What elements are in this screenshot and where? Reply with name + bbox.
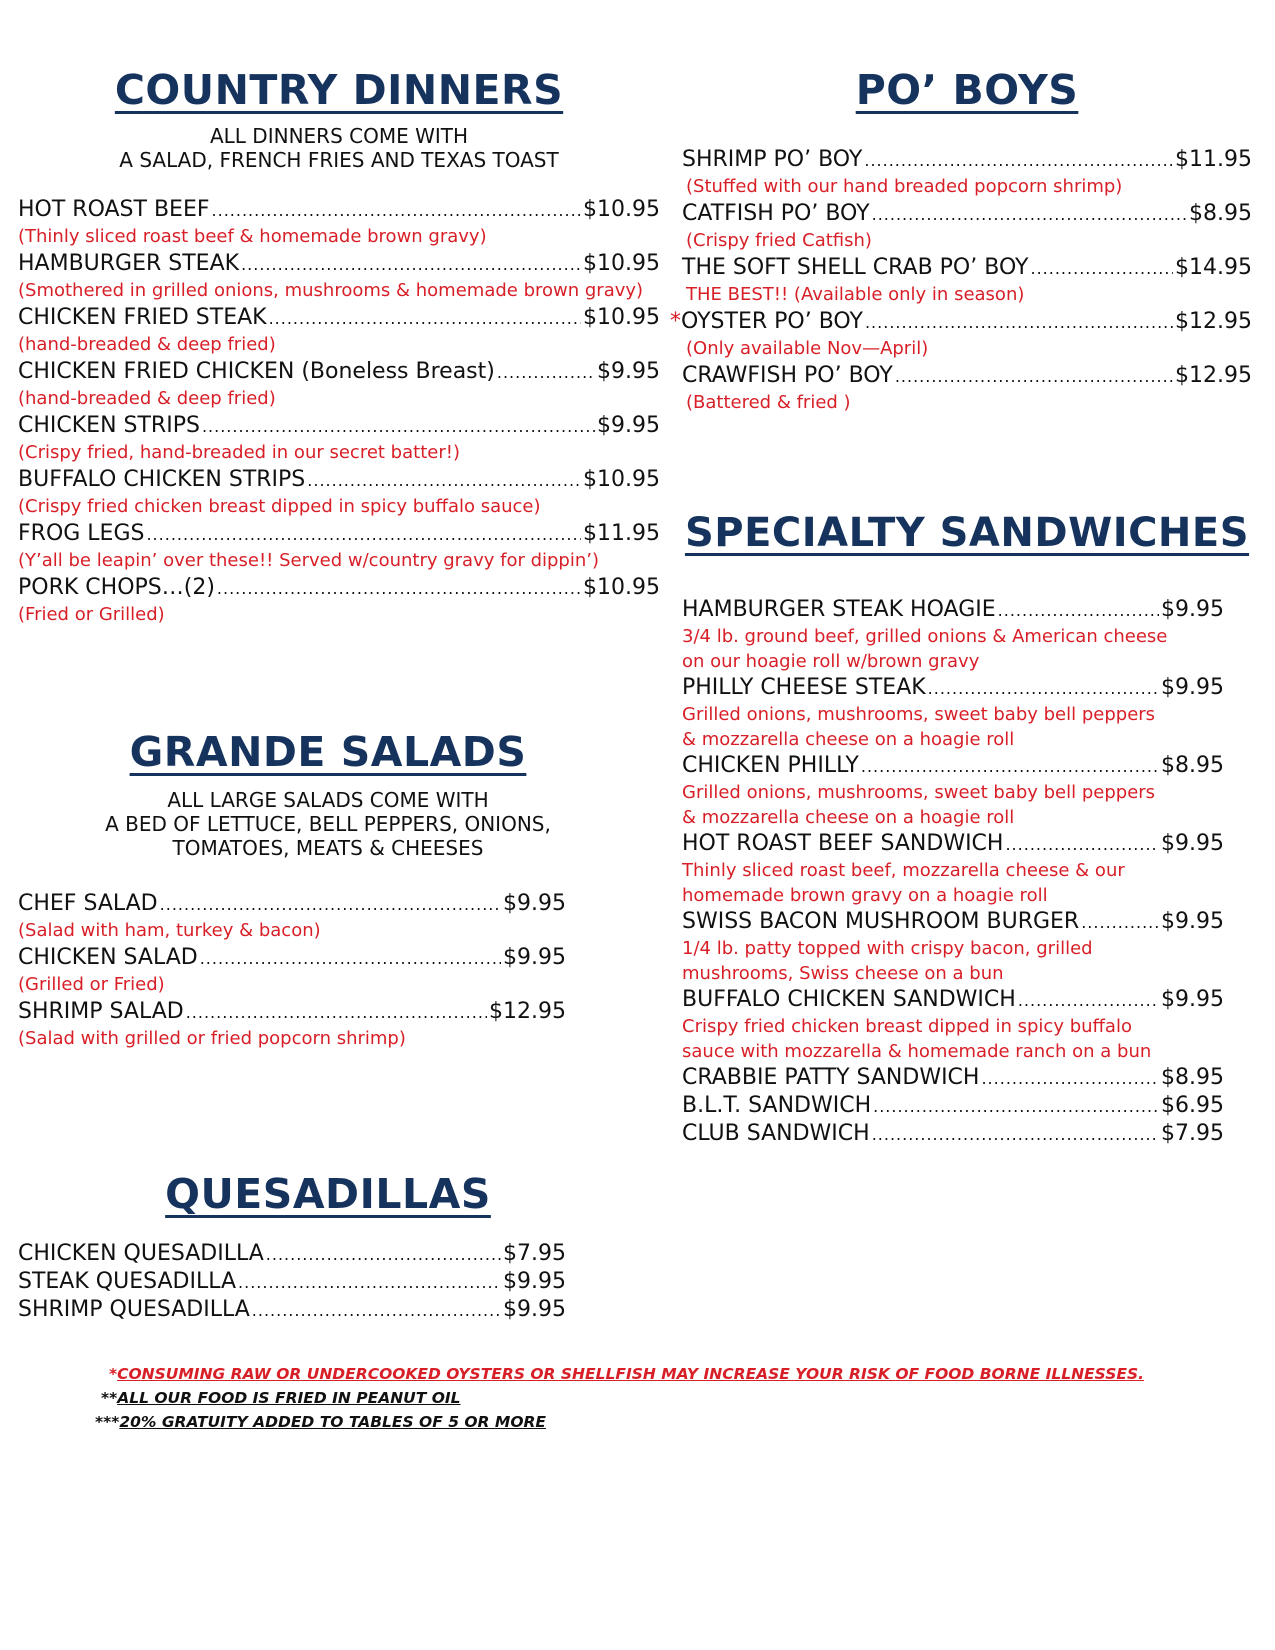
item-name: CLUB SANDWICH	[682, 1121, 870, 1146]
footer-notes	[95, 1362, 1145, 1434]
leader-dots	[212, 196, 582, 224]
quesadillas-title: QUESADILLAS	[165, 1170, 491, 1218]
menu-item	[682, 1064, 1224, 1092]
left-column	[18, 60, 660, 1324]
item-description: & mozzarella cheese on a hoagie roll	[682, 807, 1015, 828]
leader-dots	[186, 998, 487, 1026]
item-price: $10.95	[583, 305, 660, 330]
item-description: 1/4 lb. patty topped with crispy bacon, grilled	[682, 938, 1093, 959]
footer-note-prefix: *	[109, 1365, 118, 1383]
leader-dots	[1081, 908, 1159, 936]
item-description: 3/4 lb. ground beef, grilled onions & American cheese	[682, 626, 1168, 647]
footer-note-text: 20% GRATUITY ADDED TO TABLES OF 5 OR MORE	[119, 1413, 547, 1431]
menu-item	[18, 574, 660, 628]
footer-note-text: ALL OUR FOOD IS FRIED IN PEANUT OIL	[117, 1389, 461, 1407]
leader-dots	[873, 1092, 1159, 1120]
grande-salads-note-1: ALL LARGE SALADS COME WITH	[167, 788, 489, 812]
grande-salads-note-3: TOMATOES, MEATS & CHEESES	[172, 836, 484, 860]
leader-dots	[998, 596, 1159, 624]
item-description: (Battered & fried )	[686, 392, 851, 413]
menu-item	[682, 986, 1224, 1064]
menu-item	[18, 358, 660, 412]
item-name: BUFFALO CHICKEN SANDWICH	[682, 987, 1016, 1012]
leader-dots	[252, 1296, 501, 1324]
leader-dots	[241, 250, 581, 278]
item-name: CRAWFISH PO’ BOY	[682, 363, 893, 388]
leader-dots	[146, 520, 581, 548]
footer-note-text: CONSUMING RAW OR UNDERCOOKED OYSTERS OR SHELLFISH MAY INCREASE YOUR RISK OF FOOD BORNE ILLNESSES.	[117, 1365, 1145, 1383]
menu-item	[18, 250, 660, 304]
leader-dots	[872, 200, 1187, 228]
menu-item	[18, 304, 660, 358]
grande-salads-title: GRANDE SALADS	[129, 728, 527, 776]
item-name: HAMBURGER STEAK HOAGIE	[682, 597, 996, 622]
specialty-sandwiches-list	[682, 596, 1224, 1148]
po-boys-list	[670, 146, 1252, 416]
item-price: $11.95	[1175, 147, 1252, 172]
menu-item	[18, 196, 660, 250]
item-name: STEAK QUESADILLA	[18, 1269, 237, 1294]
menu-item	[682, 830, 1224, 908]
item-description: (Salad with ham, turkey & bacon)	[18, 920, 321, 941]
item-name: PORK CHOPS…(2)	[18, 575, 215, 600]
leader-dots	[266, 1240, 501, 1268]
item-price: $14.95	[1175, 255, 1252, 280]
item-price: $9.95	[503, 945, 566, 970]
item-price: $9.95	[1161, 909, 1224, 934]
menu-item	[18, 412, 660, 466]
menu-item	[18, 466, 660, 520]
asterisk-marker: *	[670, 309, 681, 334]
item-price: $10.95	[583, 251, 660, 276]
item-name: SHRIMP SALAD	[18, 999, 184, 1024]
leader-dots	[872, 1120, 1159, 1148]
menu-item	[18, 1268, 566, 1296]
leader-dots	[1031, 254, 1174, 282]
grande-salads-list	[18, 890, 566, 1052]
item-price: $10.95	[583, 575, 660, 600]
leader-dots	[160, 890, 501, 918]
po-boys-title: PO’ BOYS	[855, 66, 1079, 114]
leader-dots	[238, 1268, 501, 1296]
item-price: $9.95	[1161, 675, 1224, 700]
right-column	[670, 60, 1252, 1148]
footer-note-prefix: **	[101, 1389, 118, 1407]
menu-item	[682, 362, 1252, 416]
quesadillas-list	[18, 1240, 566, 1324]
item-description: homemade brown gravy on a hoagie roll	[682, 885, 1048, 906]
item-price: $9.95	[503, 891, 566, 916]
item-description: (Only available Nov—April)	[686, 338, 929, 359]
item-price: $11.95	[583, 521, 660, 546]
leader-dots	[200, 944, 501, 972]
item-name: CHICKEN QUESADILLA	[18, 1241, 264, 1266]
item-price: $8.95	[1161, 1065, 1224, 1090]
footer-note-gratuity	[95, 1410, 1095, 1434]
leader-dots	[217, 574, 581, 602]
item-description: mushrooms, Swiss cheese on a bun	[682, 963, 1004, 984]
grande-salads-note-2: A BED OF LETTUCE, BELL PEPPERS, ONIONS,	[105, 812, 551, 836]
item-description: (hand-breaded & deep fried)	[18, 388, 276, 409]
menu-item	[18, 520, 660, 574]
item-price: $10.95	[583, 197, 660, 222]
item-description: (Thinly sliced roast beef & homemade brown gravy)	[18, 226, 487, 247]
item-name: SHRIMP PO’ BOY	[682, 147, 863, 172]
item-price: $9.95	[1161, 987, 1224, 1012]
item-description: (Fried or Grilled)	[18, 604, 165, 625]
leader-dots	[861, 752, 1159, 780]
menu-item	[682, 1120, 1224, 1148]
item-description: THE BEST!! (Available only in season)	[686, 284, 1025, 305]
item-name: BUFFALO CHICKEN STRIPS	[18, 467, 306, 492]
item-price: $12.95	[1175, 309, 1252, 334]
item-name: FROG LEGS	[18, 521, 145, 546]
item-price: $10.95	[583, 467, 660, 492]
country-dinners-list	[18, 196, 660, 628]
item-name: CHICKEN STRIPS	[18, 413, 200, 438]
item-price: $9.95	[503, 1297, 566, 1322]
item-description: (Stuffed with our hand breaded popcorn shrimp)	[686, 176, 1123, 197]
item-price: $9.95	[597, 413, 660, 438]
item-description: Grilled onions, mushrooms, sweet baby bell peppers	[682, 782, 1156, 803]
item-description: Thinly sliced roast beef, mozzarella cheese & our	[682, 860, 1125, 881]
item-name: HAMBURGER STEAK	[18, 251, 240, 276]
menu-item	[18, 998, 566, 1052]
item-description: (Smothered in grilled onions, mushrooms & homemade brown gravy)	[18, 280, 644, 301]
item-description: (Y’all be leapin’ over these!! Served w/country gravy for dippin’)	[18, 550, 600, 571]
item-name: HOT ROAST BEEF	[18, 197, 210, 222]
country-dinners-title: COUNTRY DINNERS	[114, 66, 564, 114]
item-name: SWISS BACON MUSHROOM BURGER	[682, 909, 1080, 934]
item-name: HOT ROAST BEEF SANDWICH	[682, 831, 1004, 856]
menu-item	[18, 1296, 566, 1324]
item-description: (Crispy fried, hand-breaded in our secret batter!)	[18, 442, 460, 463]
footer-note-peanut-oil	[101, 1386, 1095, 1410]
item-description: sauce with mozzarella & homemade ranch on a bun	[682, 1041, 1152, 1062]
leader-dots	[928, 674, 1159, 702]
item-name: PHILLY CHEESE STEAK	[682, 675, 926, 700]
menu-item	[682, 200, 1252, 254]
item-price: $9.95	[1161, 831, 1224, 856]
item-price: $12.95	[489, 999, 566, 1024]
item-description: (Crispy fried chicken breast dipped in spicy buffalo sauce)	[18, 496, 541, 517]
menu-item	[682, 146, 1252, 200]
item-price: $7.95	[1161, 1121, 1224, 1146]
leader-dots	[981, 1064, 1159, 1092]
leader-dots	[202, 412, 595, 440]
item-name: CHICKEN FRIED STEAK	[18, 305, 267, 330]
item-description: Grilled onions, mushrooms, sweet baby bell peppers	[682, 704, 1156, 725]
footer-note-prefix: ***	[95, 1413, 120, 1431]
leader-dots	[1005, 830, 1159, 858]
leader-dots	[269, 304, 581, 332]
specialty-sandwiches-title: SPECIALTY SANDWICHES	[684, 510, 1250, 556]
item-name: CHICKEN SALAD	[18, 945, 198, 970]
item-name: CATFISH PO’ BOY	[682, 201, 870, 226]
country-dinners-note-2: A SALAD, FRENCH FRIES AND TEXAS TOAST	[119, 148, 559, 172]
leader-dots	[307, 466, 581, 494]
item-description: (Salad with grilled or fried popcorn shrimp)	[18, 1028, 406, 1049]
menu-item	[670, 308, 1252, 362]
menu-item	[682, 254, 1252, 308]
item-name: CHICKEN FRIED CHICKEN (Boneless Breast)	[18, 359, 495, 384]
menu-item	[18, 890, 566, 944]
item-description: (hand-breaded & deep fried)	[18, 334, 276, 355]
menu-item	[682, 596, 1224, 674]
country-dinners-note-1: ALL DINNERS COME WITH	[209, 124, 469, 148]
item-description: on our hoagie roll w/brown gravy	[682, 651, 980, 672]
item-name: THE SOFT SHELL CRAB PO’ BOY	[682, 255, 1029, 280]
leader-dots	[865, 308, 1173, 336]
item-name: B.L.T. SANDWICH	[682, 1093, 872, 1118]
item-name: SHRIMP QUESADILLA	[18, 1297, 250, 1322]
menu-item	[18, 944, 566, 998]
menu-item	[682, 752, 1224, 830]
item-price: $6.95	[1161, 1093, 1224, 1118]
item-price: $12.95	[1175, 363, 1252, 388]
leader-dots	[497, 358, 595, 386]
item-description: (Crispy fried Catfish)	[686, 230, 872, 251]
item-price: $7.95	[503, 1241, 566, 1266]
item-price: $8.95	[1161, 753, 1224, 778]
leader-dots	[864, 146, 1173, 174]
item-name: CHEF SALAD	[18, 891, 158, 916]
menu-item	[682, 1092, 1224, 1120]
menu-item	[18, 1240, 566, 1268]
footer-note-raw-seafood	[109, 1362, 1145, 1386]
item-price: $8.95	[1189, 201, 1252, 226]
item-name: OYSTER PO’ BOY	[681, 309, 863, 334]
menu-item	[682, 908, 1224, 986]
item-description: Crispy fried chicken breast dipped in spicy buffalo	[682, 1016, 1132, 1037]
item-name: CRABBIE PATTY SANDWICH	[682, 1065, 980, 1090]
leader-dots	[1018, 986, 1159, 1014]
item-description: & mozzarella cheese on a hoagie roll	[682, 729, 1015, 750]
item-price: $9.95	[503, 1269, 566, 1294]
item-name: CHICKEN PHILLY	[682, 753, 859, 778]
item-description: (Grilled or Fried)	[18, 974, 165, 995]
item-price: $9.95	[597, 359, 660, 384]
item-price: $9.95	[1161, 597, 1224, 622]
menu-item	[682, 674, 1224, 752]
leader-dots	[895, 362, 1173, 390]
